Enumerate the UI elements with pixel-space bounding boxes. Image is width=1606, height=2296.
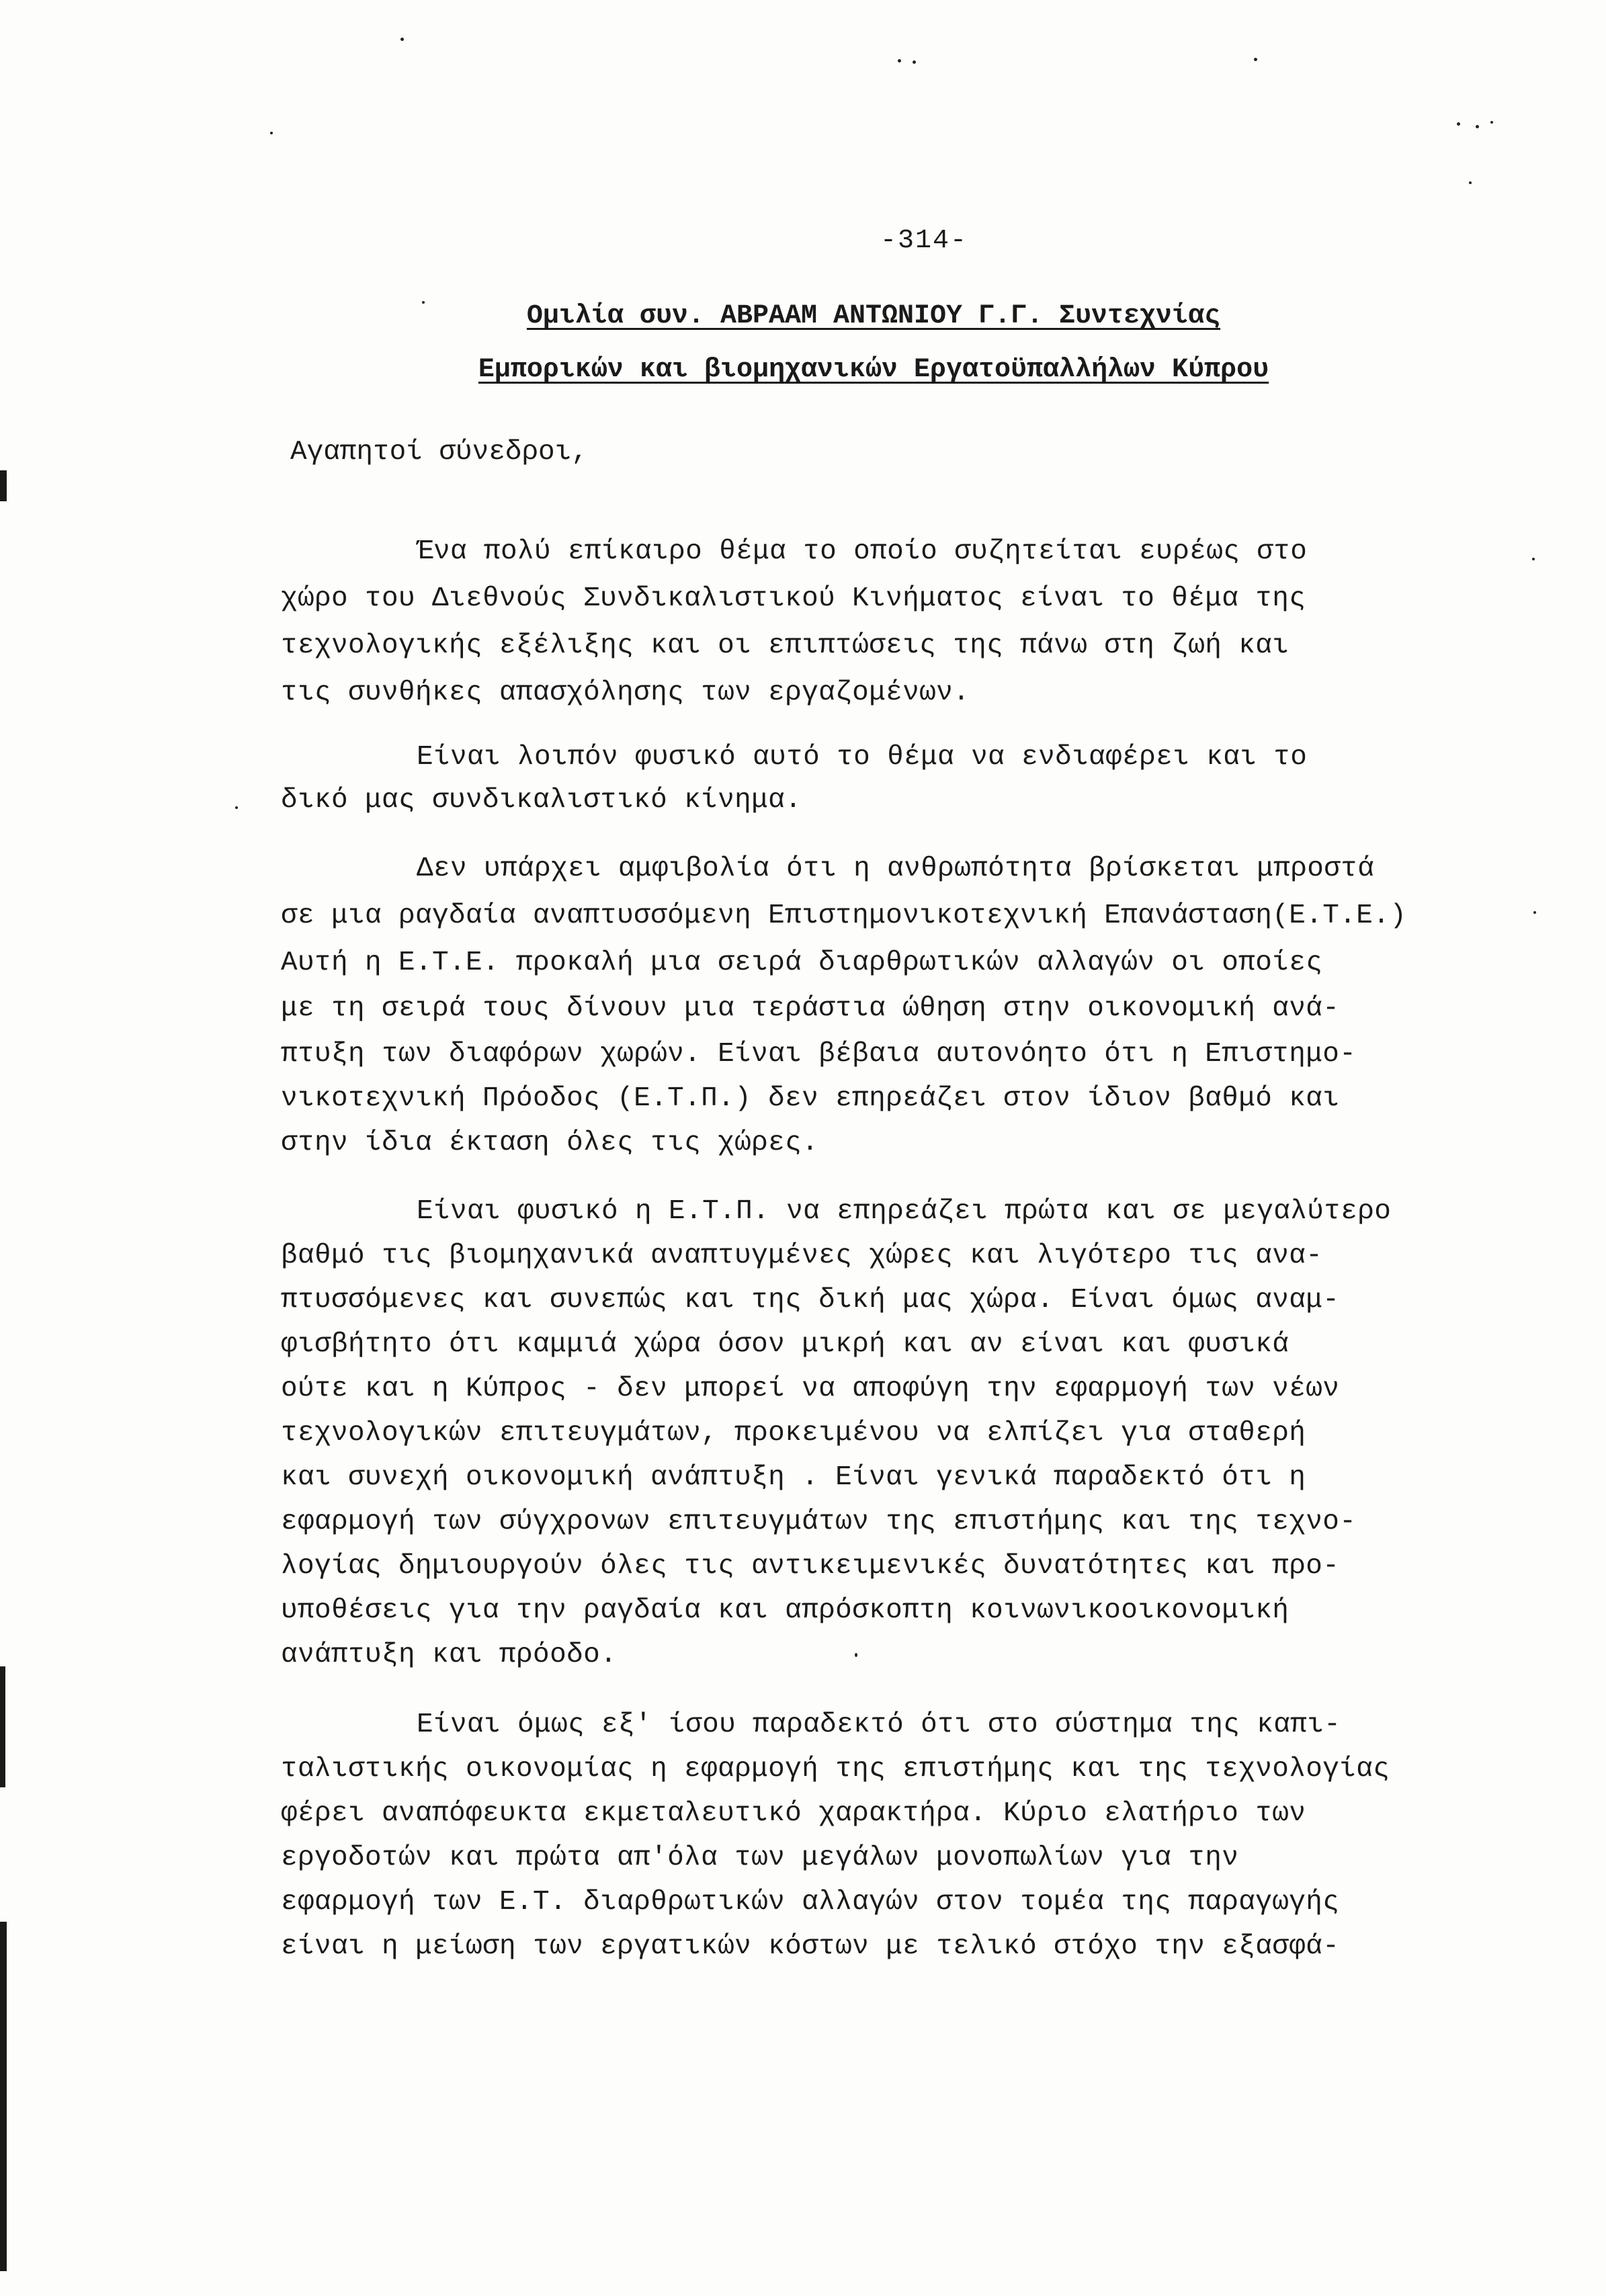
speech-title: Ομιλία συν. ΑΒΡΑΑΜ ΑΝΤΩΝΙΟΥ Γ.Γ. Συντεχνίας xyxy=(526,301,1221,331)
paragraph-line: είναι η μείωση των εργατικών κόστων με τελικό στόχο την εξασφά- xyxy=(281,1931,1340,1962)
salutation: Αγαπητοί σύνεδροι, xyxy=(290,437,588,468)
paragraph-line: τεχνολογικής εξέλιξης και οι επιπτώσεις της πάνω στη ζωή και xyxy=(281,630,1290,661)
scan-margin-mark xyxy=(0,470,7,501)
scan-speck xyxy=(1457,122,1460,126)
paragraph-line: σε μια ραγδαία αναπτυσσόμενη Επιστημονικοτεχνική Επανάσταση(Ε.Τ.Ε.) xyxy=(281,900,1407,931)
paragraph-line: με τη σειρά τους δίνουν μια τεράστια ώθηση στην οικονομική ανά- xyxy=(281,993,1340,1024)
paragraph-line: Είναι όμως εξ' ίσου παραδεκτό ότι στο σύστημα της καπι- xyxy=(417,1709,1341,1740)
scan-speck xyxy=(1476,125,1479,128)
paragraph-line: υποθέσεις για την ραγδαία και απρόσκοπτη κοινωνικοοικονομική xyxy=(281,1595,1290,1626)
scan-speck xyxy=(913,60,916,64)
paragraph-line: Δεν υπάρχει αμφιβολία ότι η ανθρωπότητα βρίσκεται μπροστά xyxy=(417,853,1375,884)
paragraph-line: ούτε και η Κύπρος - δεν μπορεί να αποφύγη την εφαρμογή των νέων xyxy=(281,1373,1340,1404)
paragraph-line: εφαρμογή των Ε.Τ. διαρθρωτικών αλλαγών στον τομέα της παραγωγής xyxy=(281,1887,1340,1918)
speech-subtitle: Εμπορικών και βιομηχανικών Εργατοϋπαλλήλων Κύπρου xyxy=(478,355,1269,385)
scan-speck xyxy=(1532,558,1535,560)
paragraph-line: φέρει αναπόφευκτα εκμεταλευτικό χαρακτήρα. Κύριο ελατήριο των xyxy=(281,1798,1306,1829)
paragraph-line: πτυξη των διαφόρων χωρών. Είναι βέβαια αυτονόητο ότι η Επιστημο- xyxy=(281,1039,1357,1070)
scan-speck xyxy=(1469,181,1472,184)
paragraph-line: και συνεχή οικονομική ανάπτυξη . Είναι γενικά παραδεκτό ότι η xyxy=(281,1462,1306,1493)
scan-speck xyxy=(855,1653,857,1657)
scan-margin-mark xyxy=(0,1922,7,2271)
paragraph-line: λογίας δημιουργούν όλες τις αντικειμενικές δυνατότητες και προ- xyxy=(281,1551,1340,1582)
paragraph-line: ταλιστικής οικονομίας η εφαρμογή της επιστήμης και της τεχνολογίας xyxy=(281,1754,1390,1785)
paragraph-line: Είναι φυσικό η Ε.Τ.Π. να επηρεάζει πρώτα και σε μεγαλύτερο xyxy=(417,1196,1392,1227)
paragraph-line: εφαρμογή των σύγχρονων επιτευγμάτων της επιστήμης και της τεχνο- xyxy=(281,1506,1357,1537)
paragraph-line: τις συνθήκες απασχόλησης των εργαζομένων. xyxy=(281,677,970,708)
paragraph-line: δικό μας συνδικαλιστικό κίνημα. xyxy=(281,785,802,816)
paragraph-line: χώρο του Διεθνούς Συνδικαλιστικού Κινήματος είναι το θέμα της xyxy=(281,583,1306,614)
scan-speck xyxy=(1490,121,1493,124)
paragraph-line: βαθμό τις βιομηχανικά αναπτυγμένες χώρες και λιγότερο τις ανα- xyxy=(281,1240,1323,1271)
page-number: -314- xyxy=(880,226,968,256)
scan-speck xyxy=(235,806,238,809)
paragraph-line: νικοτεχνική Πρόοδος (Ε.Τ.Π.) δεν επηρεάζει στον ίδιον βαθμό και xyxy=(281,1083,1340,1114)
paragraph-line: φισβήτητο ότι καμμιά χώρα όσον μικρή και αν είναι και φυσικά xyxy=(281,1329,1290,1360)
paragraph-line: εργοδοτών και πρώτα απ'όλα των μεγάλων μονοπωλίων για την xyxy=(281,1842,1239,1873)
scan-speck xyxy=(1533,911,1536,914)
scan-speck xyxy=(270,132,273,134)
scan-speck xyxy=(1254,58,1257,61)
paragraph-line: Είναι λοιπόν φυσικό αυτό το θέμα να ενδιαφέρει και το xyxy=(417,742,1308,773)
scan-margin-mark xyxy=(0,1666,5,1787)
scan-speck xyxy=(400,38,404,41)
paragraph-line: στην ίδια έκταση όλες τις χώρες. xyxy=(281,1128,819,1158)
paragraph-line: τεχνολογικών επιτευγμάτων, προκειμένου να ελπίζει για σταθερή xyxy=(281,1418,1306,1449)
paragraph-line: ανάπτυξη και πρόοδο. xyxy=(281,1640,618,1670)
paragraph-line: πτυσσόμενες και συνεπώς και της δική μας χώρα. Είναι όμως αναμ- xyxy=(281,1285,1340,1316)
scan-speck xyxy=(898,59,901,62)
paragraph-line: Αυτή η Ε.Τ.Ε. προκαλή μια σειρά διαρθρωτικών αλλαγών οι οποίες xyxy=(281,947,1323,978)
paragraph-line: Ένα πολύ επίκαιρο θέμα το οποίο συζητείται ευρέως στο xyxy=(417,536,1308,567)
